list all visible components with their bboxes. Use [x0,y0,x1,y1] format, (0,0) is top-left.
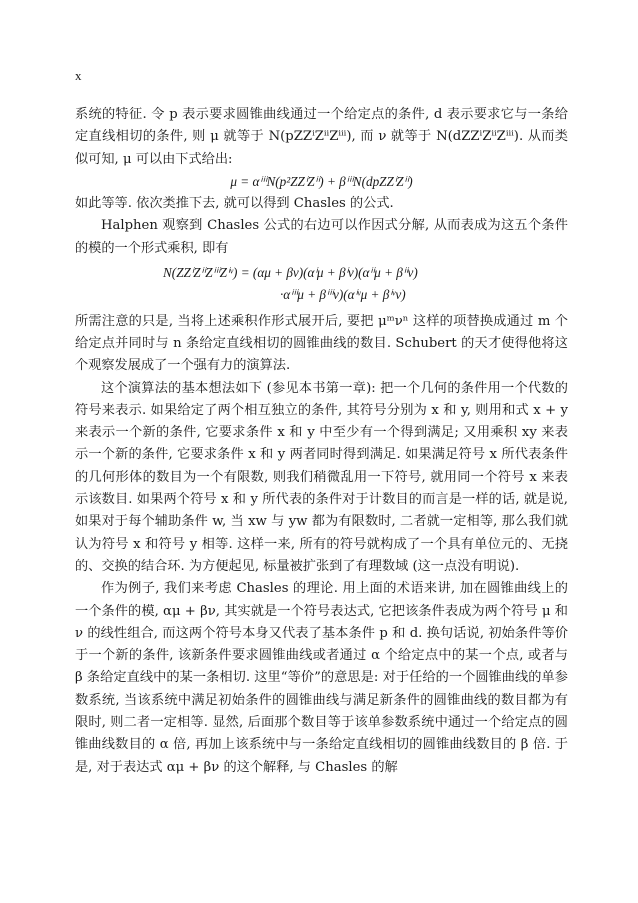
paragraph-calculus: 这个演算法的基本想法如下 (参见本书第一章): 把一个几何的条件用一个代数的符号来表示. 如果给定了两个相互独立的条件, 其符号分别为 x 和 y, 则用和式 x + y 来表示一个新的条件, 它要求条件 x 和 y 中至少有一个得到满足; 又用乘积 xy 来表示一个新的条件, 它要求条件 x 和 y 两者同时得到满足. 如果满足符号 x 所代表条件的几何形体的数目为一个有限数, 则我们稍微乱用一下符号, 就用同一个符号 x 来表示该数目. 如果两个符号 x 和 y 所代表的条件对于计数目的而言是一样的话, 就是说, 如果对于每个辅助条件 w, 当 xw 与 yw 都为有限数时, 二者就一定相等, 那么我们就认为符号 x 和符号 y 相等. 这样一来, 所有的符号就构成了一个具有单位元的、无挠的、交换的结合环. 为方便起见, 标量被扩张到了有理数域 (这一点没有明说). [75,380,568,574]
document-body [75,104,568,779]
equation-product-line1: N(ZZⁱZⁱⁱZⁱⁱⁱZⁱᵛ) = (αμ + βν)(αⁱμ + βⁱν)(αⁱⁱμ + βⁱⁱν) [163,265,418,281]
equation-product [75,262,568,307]
equation-product-line2: ·αⁱⁱⁱμ + βⁱⁱⁱν)(αⁱᵛμ + βⁱᵛν) [280,287,406,303]
paragraph-example: 作为例子, 我们来考虑 Chasles 的理论. 用上面的术语来讲, 加在圆锥曲线上的一个条件的模, αμ + βν, 其实就是一个符号表达式, 它把该条件表成为两个符号 μ 和 ν 的线性组合, 而这两个符号本身又代表了基本条件 p 和 d. 换句话说, 初始条件等价于一个新的条件, 该新条件要求圆锥曲线或者通过 α 个给定点中的某一个点, 或者与 β 条给定直线中的某一条相切. 这里“等价”的意思是: 对于任给的一个圆锥曲线的单参数系统, 当该系统中满足初始条件的圆锥曲线与满足新条件的圆锥曲线的数目都为有限时, 则二者一定相等. 显然, 后面那个数目等于该单参数系统中通过一个给定点的圆锥曲线数目的 α 倍, 再加上该系统中与一条给定直线相切的圆锥曲线数目的 β 倍. 于是, 对于表达式 αμ + βν 的这个解释, 与 Chasles 的解 [75,581,568,775]
paragraph-2: 如此等等. 依次类推下去, 就可以得到 Chasles 的公式. [75,196,394,212]
equation-mu: μ = αⁱⁱⁱN(p²ZZⁱZⁱⁱ) + βⁱⁱⁱN(dpZZⁱZⁱⁱ) [230,173,413,189]
paragraph-schubert: 所需注意的只是, 当将上述乘积作形式展开后, 要把 μᵐνⁿ 这样的项替换成通过 m 个给定点并同时与 n 条给定直线相切的圆锥曲线的数目. Schubert 的天才使得他将这个观察发展成了一个强有力的演算法. [75,313,568,374]
paragraph-halphen: Halphen 观察到 Chasles 公式的右边可以作因式分解, 从而表成为这五个条件的模的一个形式乘积, 即有 [75,218,568,256]
paragraph-1: 系统的特征. 令 p 表示要求圆锥曲线通过一个给定点的条件, d 表示要求它与一条给定直线相切的条件, 则 μ 就等于 N(pZZⁱZⁱⁱZⁱⁱⁱ), 而 ν 就等于 N(dZZⁱZⁱⁱZⁱⁱⁱ). 从而类似可知, μ 可以由下式给出: [75,107,568,167]
page-marker: x [75,68,82,83]
